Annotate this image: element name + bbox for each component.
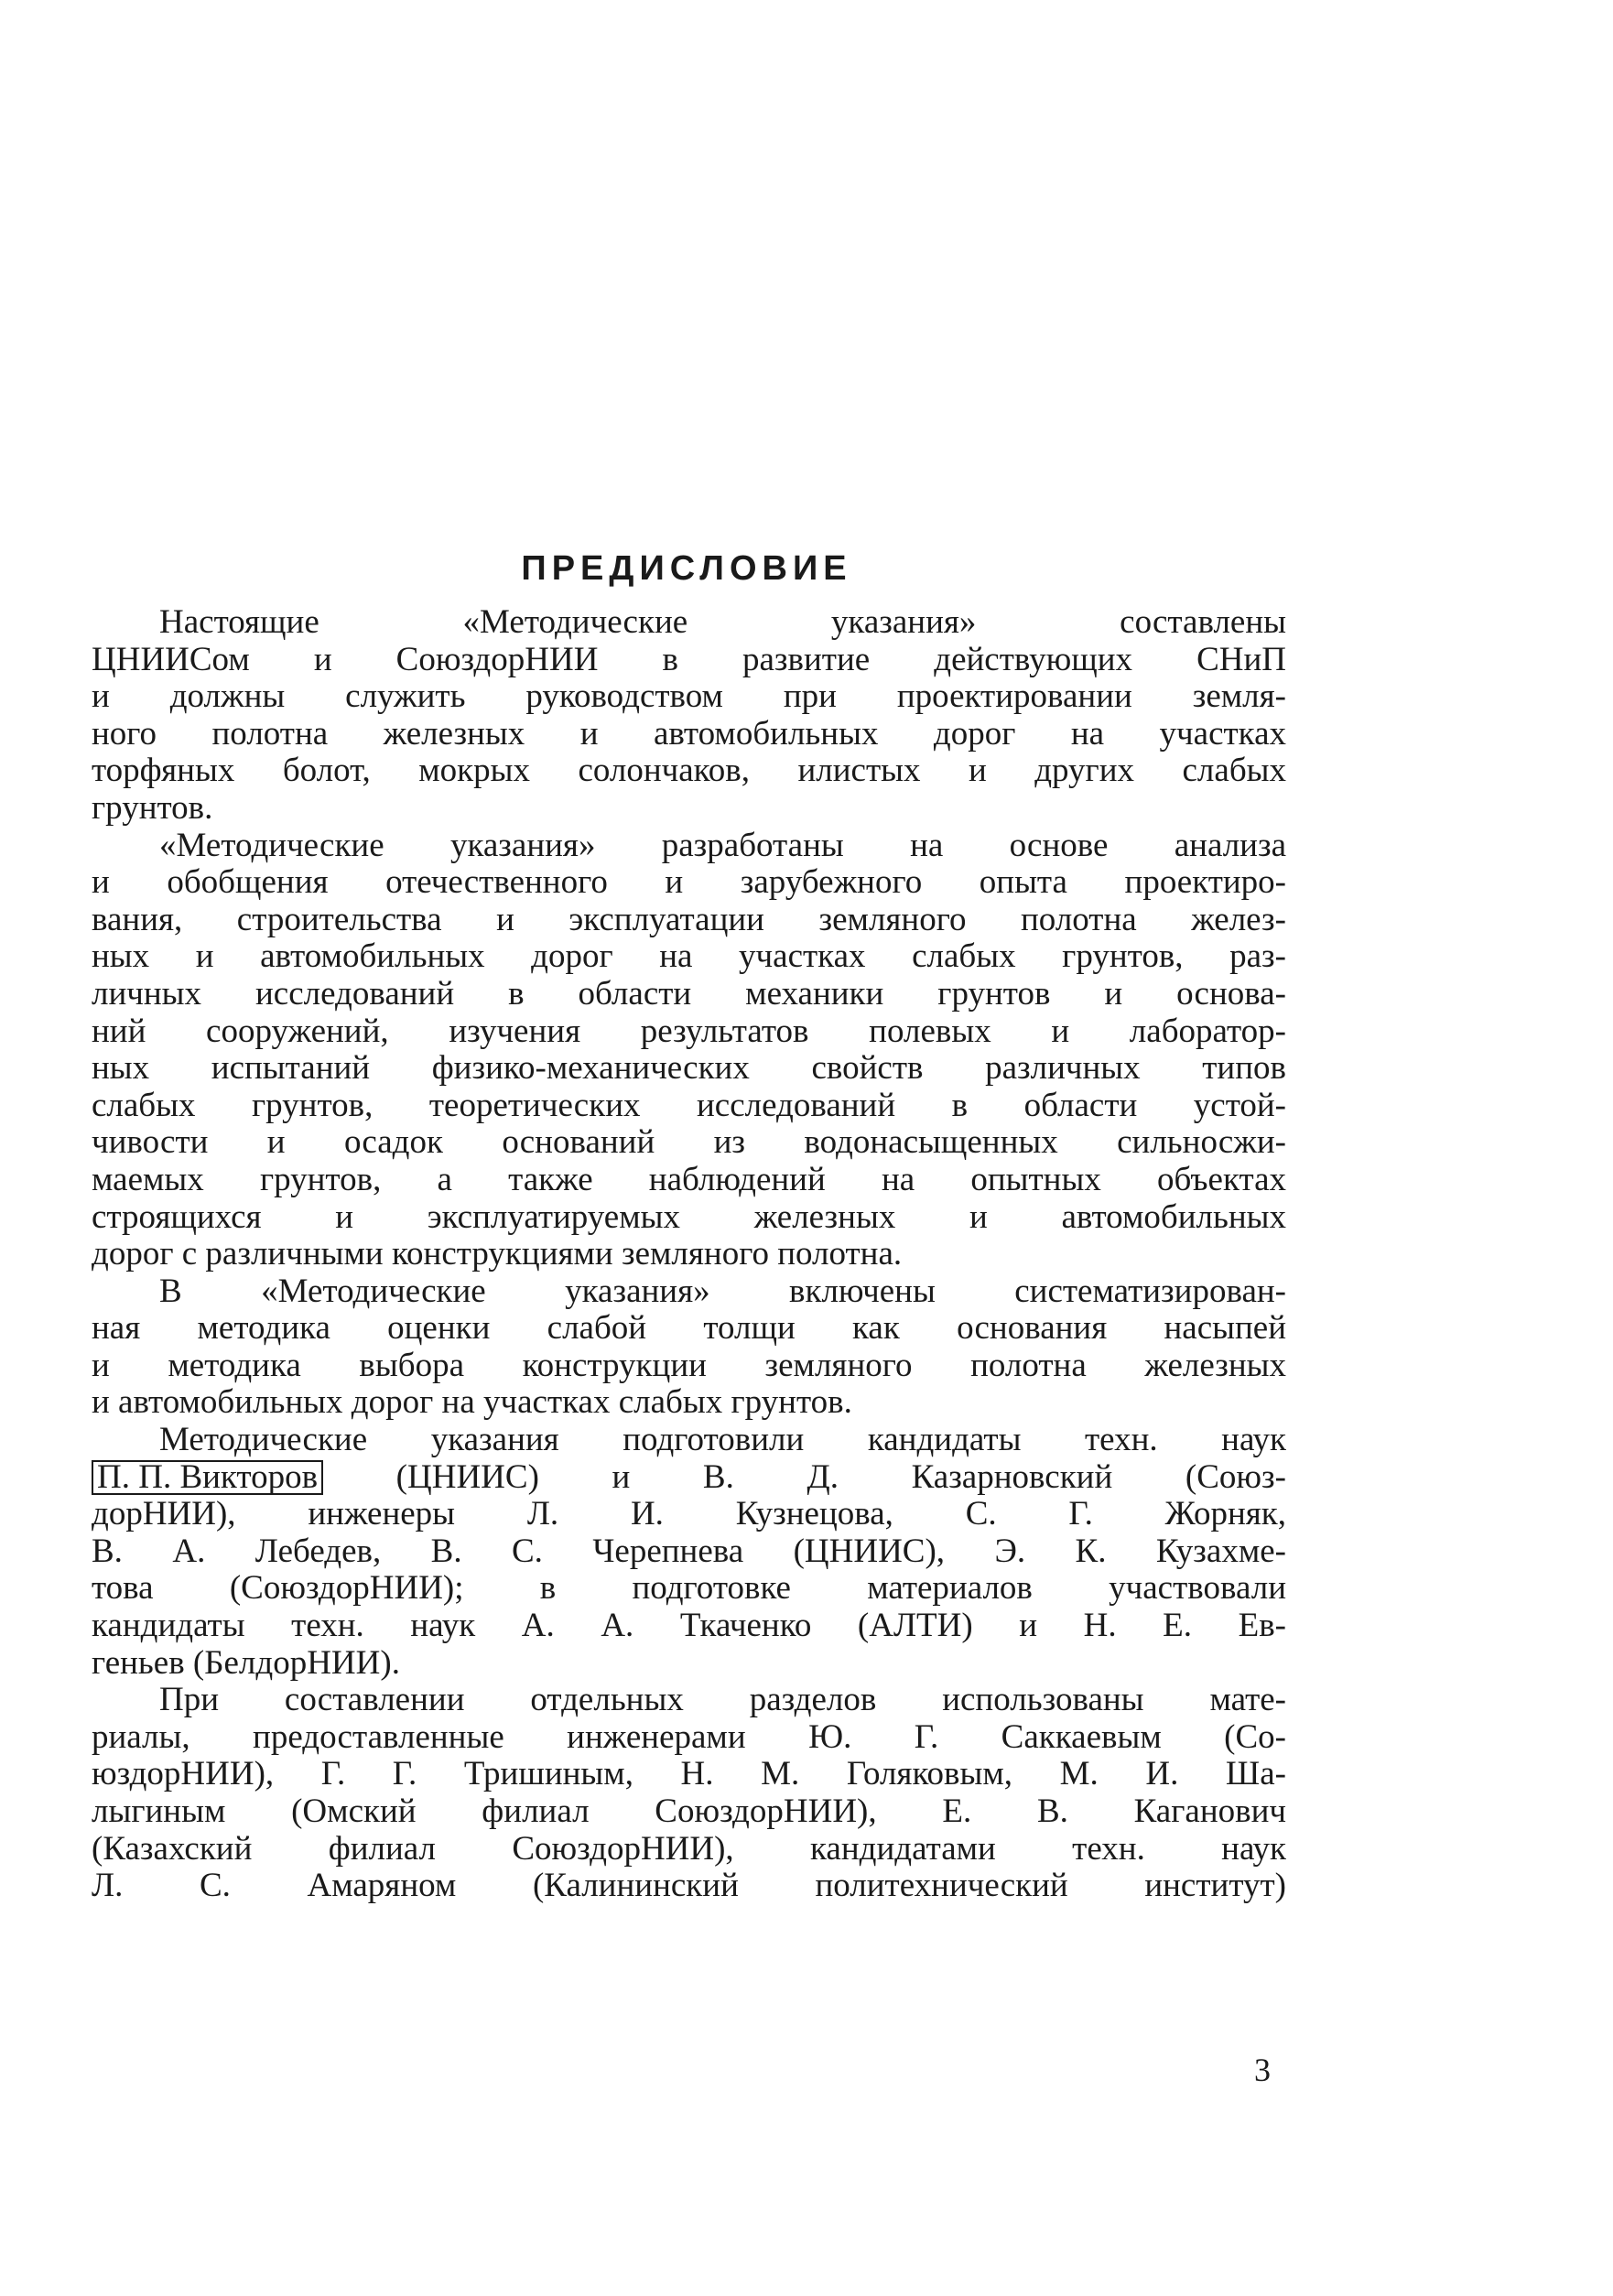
text-line: ЦНИИСом и СоюздорНИИ в развитие действующих СНиП [92, 641, 1286, 678]
text-line: Методические указания подготовили кандидаты техн. наук [159, 1422, 1286, 1459]
paragraph-3 [92, 1273, 1286, 1422]
page-title: ПРЕДИСЛОВИЕ [521, 549, 852, 588]
paragraph-1 [92, 604, 1286, 828]
text-line: «Методические указания» разработаны на основе анализа [159, 827, 1286, 864]
text-line: дорог с различными конструкциями земляного полотна. [92, 1236, 903, 1273]
text-line: дорНИИ), инженеры Л. И. Кузнецова, С. Г. Жорняк, [92, 1496, 1286, 1533]
text-line: В. А. Лебедев, В. С. Черепнева (ЦНИИС), Э. К. Кузахме- [92, 1532, 1286, 1570]
text-line: личных исследований в области механики грунтов и основа- [92, 975, 1286, 1013]
text-line: ная методика оценки слабой толщи как основания насыпей [92, 1310, 1286, 1348]
boxed-author-name: П. П. Викторов [92, 1460, 323, 1495]
text-line: и обобщения отечественного и зарубежного опыта проектиро- [92, 864, 1286, 902]
text-line: и методика выбора конструкции земляного полотна железных [92, 1347, 1286, 1384]
text-line: маемых грунтов, а также наблюдений на опытных объектах [92, 1161, 1286, 1198]
text-line: ных и автомобильных дорог на участках слабых грунтов, раз- [92, 938, 1286, 976]
text-line-rest: (ЦНИИС) и В. Д. Казарновский (Союз- [323, 1458, 1286, 1496]
text-line: При составлении отдельных разделов использованы мате- [159, 1682, 1286, 1719]
text-line: слабых грунтов, теоретических исследований в области устой- [92, 1087, 1286, 1124]
text-line: (Казахский филиал СоюздорНИИ), кандидатами техн. наук [92, 1830, 1286, 1868]
text-line: лыгиным (Омский филиал СоюздорНИИ), Е. В. Каганович [92, 1793, 1286, 1830]
text-line: юздорНИИ), Г. Г. Тришиным, Н. М. Голяковым, М. И. Ша- [92, 1756, 1286, 1793]
text-line [92, 1459, 1286, 1497]
text-line: В «Методические указания» включены систематизирован- [159, 1273, 1286, 1310]
paragraph-2 [92, 828, 1286, 1273]
text-line: строящихся и эксплуатируемых железных и автомобильных [92, 1198, 1286, 1236]
text-line: ных испытаний физико-механических свойств различных типов [92, 1050, 1286, 1088]
text-line: вания, строительства и эксплуатации земляного полотна желез- [92, 901, 1286, 938]
text-line: ний сооружений, изучения результатов полевых и лаборатор- [92, 1013, 1286, 1050]
text-line: кандидаты техн. наук А. А. Ткаченко (АЛТИ) и Н. Е. Ев- [92, 1608, 1286, 1645]
text-line: ного полотна железных и автомобильных дорог на участках [92, 715, 1286, 753]
page-number: 3 [1254, 2052, 1271, 2088]
text-line: и автомобильных дорог на участках слабых грунтов. [92, 1384, 852, 1422]
paragraph-4 [92, 1422, 1286, 1682]
text-line: чивости и осадок оснований из водонасыщенных сильносжи- [92, 1124, 1286, 1162]
text-line: грунтов. [92, 789, 213, 827]
text-line: и должны служить руководством при проектировании земля- [92, 678, 1286, 716]
text-line: Настоящие «Методические указания» составлены [159, 604, 1286, 641]
text-line: Л. С. Амаряном (Калининский политехнический институт) [92, 1868, 1286, 1905]
text-line: риалы, предоставленные инженерами Ю. Г. Саккаевым (Со- [92, 1718, 1286, 1756]
text-line: геньев (БелдорНИИ). [92, 1644, 400, 1682]
text-line: торфяных болот, мокрых солончаков, илистых и других слабых [92, 753, 1286, 790]
paragraph-5 [92, 1682, 1286, 1905]
text-line: това (СоюздорНИИ); в подготовке материалов участвовали [92, 1570, 1286, 1608]
body-text [92, 604, 1286, 1905]
